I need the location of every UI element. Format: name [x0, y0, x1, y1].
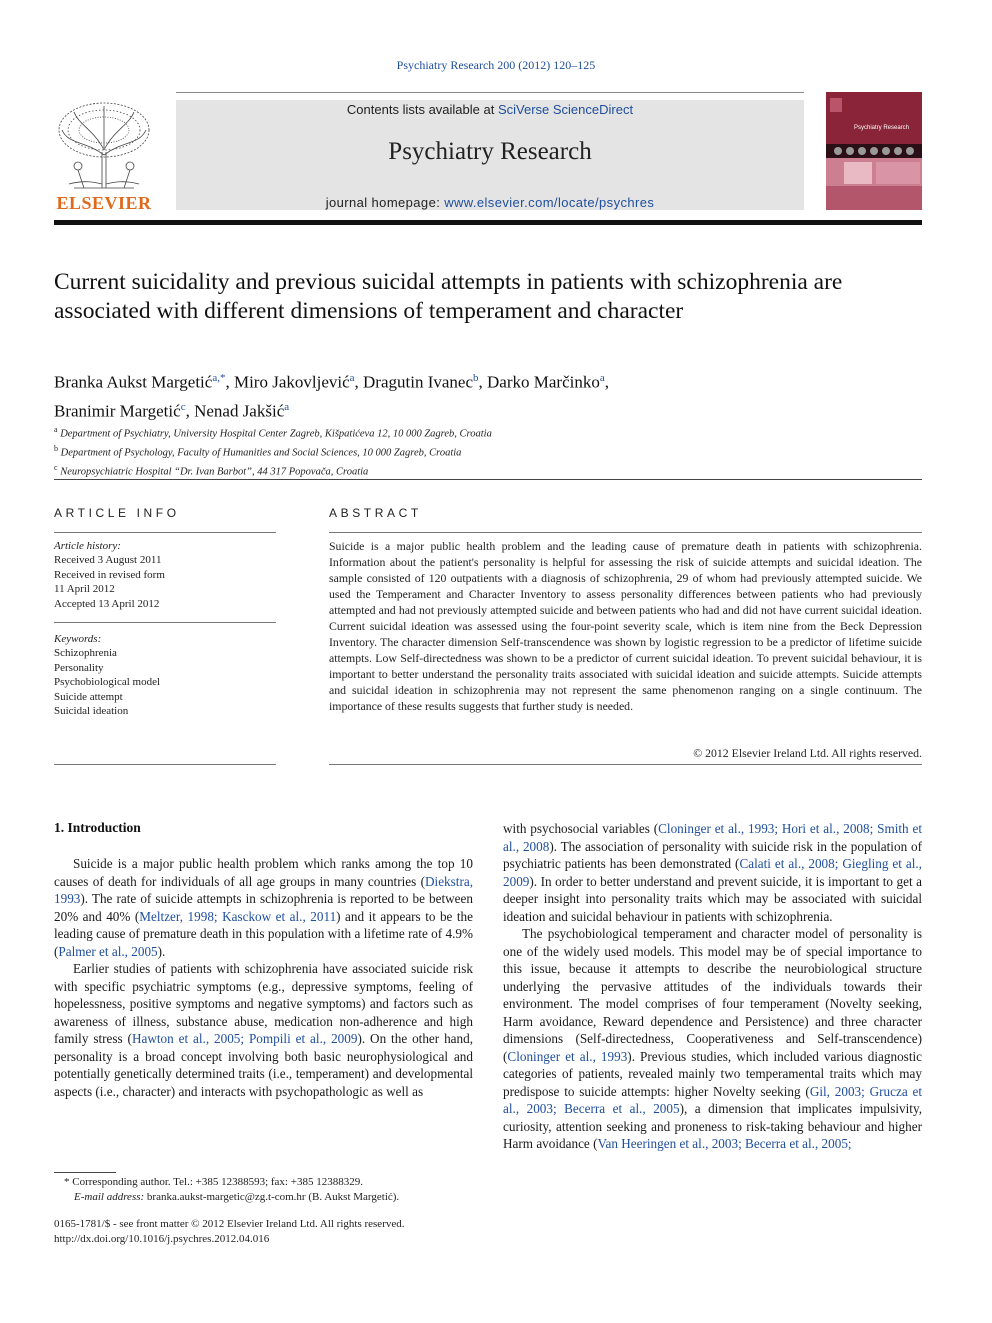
- author-name[interactable]: Branimir Margetić: [54, 401, 181, 421]
- author-sep: ,: [354, 372, 364, 392]
- affiliation-line: [54, 442, 914, 461]
- affiliation-text: Neuropsychiatric Hospital “Dr. Ivan Barbot”, 44 317 Popovača, Croatia: [60, 466, 369, 478]
- citation-link[interactable]: Gil, 2003; Grucza et al., 2003; Becerra et al., 2005: [503, 1083, 922, 1116]
- affiliation-text: Department of Psychology, Faculty of Humanities and Social Sciences, 10 000 Zagreb, Croatia: [60, 447, 462, 459]
- article-info-label: ARTICLE INFO: [54, 506, 180, 520]
- paragraph-text: ). The association of personality with suicide risk in the population of psychiatric patients has been demonstrated (: [503, 838, 922, 871]
- email-address[interactable]: branka.aukst-margetic@zg.t-com.hr (B. Aukst Margetić).: [144, 1190, 400, 1203]
- homepage-link[interactable]: www.elsevier.com/locate/psychres: [444, 195, 655, 210]
- abstract-label: ABSTRACT: [329, 506, 422, 520]
- footnote-rule: [54, 1172, 116, 1173]
- affiliation-line: [54, 423, 914, 442]
- cover-title: Psychiatry Research: [854, 125, 910, 131]
- paragraph-text: ). Previous studies, which included various diagnostic categories of patients, revealed mainly two temperamental traits which may predispose to suicide attempts: higher Novelty seeking (: [503, 1048, 922, 1099]
- keyword-item: Suicidal ideation: [54, 705, 129, 718]
- keywords: [54, 632, 276, 718]
- author-affil-sup[interactable]: a: [599, 372, 605, 384]
- homepage-line: [176, 195, 804, 210]
- author-name[interactable]: Darko Marčinko: [487, 372, 600, 392]
- citation-link[interactable]: Meltzer, 1998; Kasckow et al., 2011: [139, 908, 337, 924]
- elsevier-wordmark: ELSEVIER: [56, 193, 152, 213]
- author-sep: ,: [604, 372, 609, 392]
- issn-line: 0165-1781/$ - see front matter © 2012 Elsevier Ireland Ltd. All rights reserved.: [54, 1218, 405, 1230]
- info-rule: [54, 622, 276, 623]
- paragraph-text: ).: [157, 943, 166, 959]
- citation-link[interactable]: Hawton et al., 2005; Pompili et al., 2009: [131, 1031, 358, 1046]
- header-rule: [176, 92, 804, 93]
- keywords-heading: Keywords:: [54, 633, 102, 645]
- paragraph-text: ) and it appears to be the leading cause of premature death in this population with a lifetime rate of 4.9% (: [54, 908, 473, 959]
- affiliations: [54, 423, 914, 480]
- author-name[interactable]: Dragutin Ivanec: [363, 372, 474, 392]
- history-item: Received 3 August 2011: [54, 554, 162, 567]
- intro-paragraph: [54, 855, 473, 960]
- author-sep: ,: [185, 401, 195, 421]
- citation-link[interactable]: Van Heeringen et al., 2003; Becerra et al., 2005;: [597, 1136, 852, 1151]
- citation-link[interactable]: Calati et al., 2008; Giegling et al., 2009: [503, 856, 922, 889]
- author-affil-sup[interactable]: a,*: [212, 372, 226, 384]
- author-affil-sup[interactable]: c: [180, 400, 186, 413]
- citation-link[interactable]: Diekstra, 1993: [54, 873, 473, 906]
- affiliation-sup: b: [54, 444, 58, 453]
- citation-link[interactable]: Palmer et al., 2005: [58, 943, 158, 959]
- article-history: [54, 539, 276, 611]
- author-name[interactable]: Nenad Jakšić: [194, 401, 285, 421]
- section-heading-introduction: 1. Introduction: [54, 820, 141, 835]
- author-sep: ,: [478, 372, 488, 392]
- paragraph-text: ). The rate of suicide attempts in schizophrenia is reported to be between 20% and 40% (: [54, 891, 473, 924]
- sciencedirect-link[interactable]: SciVerse ScienceDirect: [497, 102, 634, 117]
- author-affil-sup[interactable]: b: [473, 372, 479, 384]
- affiliation-sup: a: [54, 425, 58, 434]
- intro-paragraph: [503, 925, 922, 1153]
- intro-paragraph: [54, 960, 473, 1100]
- homepage-prefix: journal homepage:: [325, 195, 445, 210]
- author-name[interactable]: Miro Jakovljević: [233, 372, 350, 392]
- contents-prefix: Contents lists available at: [346, 102, 498, 117]
- email-line: [54, 1190, 484, 1205]
- author-name[interactable]: Branka Aukst Margetić: [54, 372, 213, 392]
- author-list: [54, 366, 914, 423]
- citation-link[interactable]: Cloninger et al., 1993; Hori et al., 2008; Smith et al., 2008: [503, 821, 923, 854]
- article-title: Current suicidality and previous suicidal attempts in patients with schizophrenia are associated with different dimensions of temperament and character: [54, 269, 843, 324]
- affiliation-text: Department of Psychiatry, University Hospital Center Zagreb, Kišpatićeva 12, 10 000 Zagreb, Croatia: [60, 428, 492, 440]
- author-affil-sup[interactable]: a: [284, 400, 290, 413]
- author-affil-sup[interactable]: a: [349, 372, 355, 384]
- journal-citation[interactable]: Psychiatry Research 200 (2012) 120–125: [396, 58, 596, 72]
- affiliation-line: [54, 461, 914, 480]
- info-rule: [54, 764, 276, 765]
- keyword-item: Personality: [54, 661, 104, 674]
- paragraph-text: ), a dimension that implicates impulsivity, curiosity, attention seeking and proneness to risk-taking behaviour and higher Harm avoidance (: [503, 1101, 922, 1151]
- paragraph-text: Earlier studies of patients with schizophrenia have associated suicide risk with specific psychiatric symptoms (e.g., depressive symptoms, feeling of hopelessness, positive symptoms and negative symptoms) and factors such as awareness of illness, substance abuse, medication non-adherence and high family stress (: [54, 961, 473, 1046]
- keyword-item: Schizophrenia: [54, 647, 117, 660]
- author-sep: ,: [225, 372, 234, 392]
- paragraph-text: ). In order to better understand and prevent suicide, it is important to get a deeper insight into personality traits which may be associated with suicidal ideation and suicidal behaviour in patients with schizophrenia.: [503, 873, 922, 924]
- header-thick-rule: [54, 220, 922, 225]
- affiliation-rule: [54, 479, 922, 480]
- paragraph-text: ). On the other hand, personality is a broad concept involving both basic neurophysiological and potentially genetically determined traits (i.e., temperament) and developmental aspects (i.e., character) and interacts with psychopathologic as well as: [54, 1031, 474, 1099]
- abstract-rule: [329, 764, 922, 765]
- citation-link[interactable]: Cloninger et al., 1993: [507, 1048, 628, 1064]
- abstract-rule: [329, 532, 922, 533]
- history-item: Accepted 13 April 2012: [54, 597, 160, 610]
- history-heading: Article history:: [54, 540, 121, 552]
- paragraph-text: Suicide is a major public health problem which ranks among the top 10 causes of death for individuals of all age groups in many countries (: [54, 856, 473, 889]
- contents-line: [176, 102, 804, 117]
- abstract-copyright: © 2012 Elsevier Ireland Ltd. All rights reserved.: [693, 746, 922, 760]
- keyword-item: Suicide attempt: [54, 690, 123, 703]
- body-column-right: [503, 820, 922, 1153]
- intro-paragraph: [503, 820, 922, 925]
- issn-doi: [54, 1217, 514, 1246]
- paragraph-text: The psychobiological temperament and character model of personality is one of the widely used models. This model may be of special importance to this issue, because it attempts to describe the neurobiological structure underlying the pervasive attitudes of the individuals towards their environment. The model comprises of four temperament (Novelty seeking, Harm avoidance, Reward dependence and Persistence) and three character dimensions (Self-directedness, Cooperativeness and Self-transcendence) (: [503, 926, 922, 1064]
- corresponding-line: * Corresponding author. Tel.: +385 12388593; fax: +385 12388329.: [64, 1176, 363, 1188]
- journal-title: Psychiatry Research: [388, 138, 592, 165]
- corresponding-author-footnote: [54, 1175, 484, 1204]
- paragraph-text: with psychosocial variables (: [503, 821, 659, 836]
- history-item: Received in revised form: [54, 568, 165, 581]
- email-label: E-mail address:: [74, 1190, 145, 1203]
- abstract-text: Suicide is a major public health problem and the leading cause of premature death in patients with schizophrenia. Information about the patient's personality is helpful for assessing the risk of suicide attempts and suicidal ideation. The sample consisted of 120 outpatients with a diagnosis of schizophrenia, 29 of whom had previously attempted suicide. We used the Temperament and Character Inventory to assess personality differences between patients who had previously attempted and had not previously attempted suicide and between patients who had and did not have current suicidal ideation. Current suicidal ideation was assessed using the four-point severity scale, which is item nine from the Beck Depression Inventory. The character dimension Self-transcendence was shown by logistic regression to be a predictor of lifetime suicide attempts. Low Self-directedness was shown to be a predictor of current suicidal ideation. To prevent suicidal behaviour, it is important to better understand the personality traits associated with suicidal ideation and suicide attempts. Suicide attempts and suicidal ideation in schizophrenia may not represent the same phenomenon ranging on a single continuum. The importance of these results suggests that further study is needed.: [329, 539, 922, 713]
- affiliation-sup: c: [54, 463, 58, 472]
- keyword-item: Psychobiological model: [54, 676, 161, 689]
- body-column-left: [54, 855, 473, 1100]
- history-item: 11 April 2012: [54, 583, 115, 596]
- doi-link[interactable]: http://dx.doi.org/10.1016/j.psychres.2012.04.016: [54, 1232, 270, 1245]
- journal-cover-thumbnail[interactable]: [826, 92, 922, 210]
- info-rule: [54, 532, 276, 533]
